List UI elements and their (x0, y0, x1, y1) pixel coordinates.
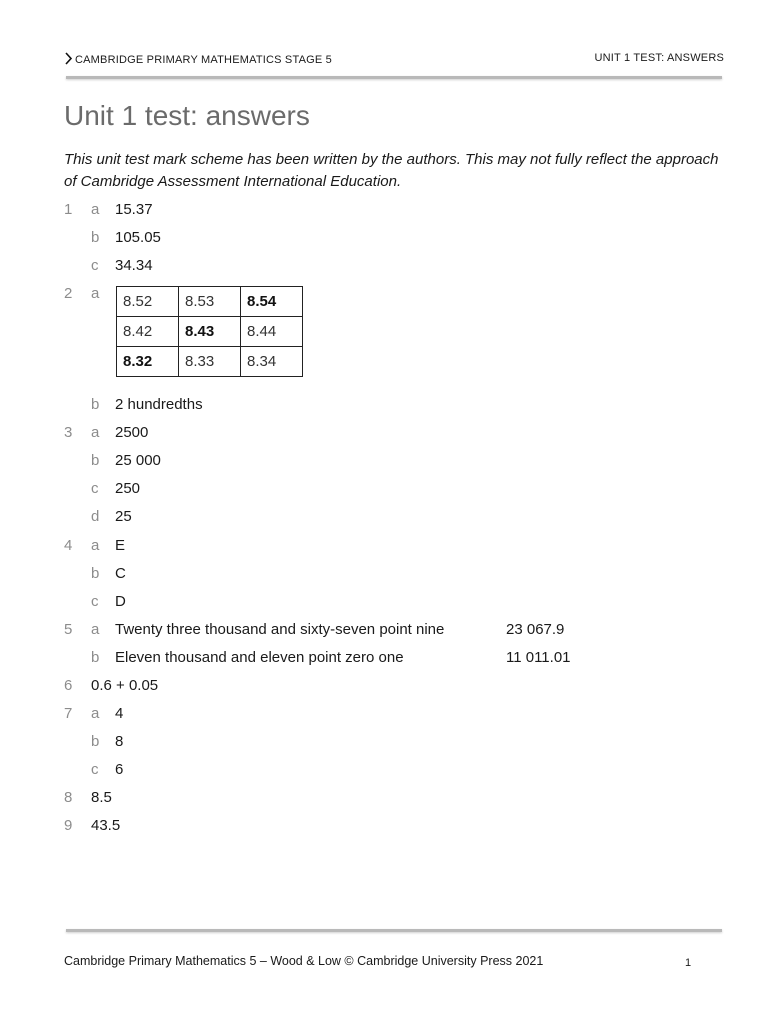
page-title: Unit 1 test: answers (64, 100, 310, 131)
answer-text: 15.37 (115, 201, 153, 218)
answer-text: 4 (115, 705, 124, 722)
answer-text: 250 (115, 480, 141, 497)
part-label: c (91, 593, 99, 610)
intro-text: This unit test mark scheme has been written by the authors. This may not fully reflect the approach of Cambridge Assessment International Education. (64, 151, 719, 190)
answer-words: Twenty three thousand and sixty-seven point nine (115, 621, 445, 638)
answer-text: 8.5 (91, 789, 112, 806)
header-right-text: UNIT 1 TEST: ANSWERS (594, 52, 724, 64)
table-row (117, 347, 303, 377)
table-cell: 8.34 (241, 347, 303, 377)
question-number: 2 (64, 285, 73, 302)
header-rule (66, 76, 722, 79)
part-label: a (91, 705, 100, 722)
part-label: b (91, 396, 100, 413)
question-number: 8 (64, 789, 73, 806)
table-cell: 8.33 (179, 347, 241, 377)
answer-text: D (115, 593, 126, 610)
answer-text: 6 (115, 761, 124, 778)
page-number: 1 (685, 957, 692, 969)
answer-text: 43.5 (91, 817, 121, 834)
answer-text: 2 hundredths (115, 396, 203, 413)
answer-words: Eleven thousand and eleven point zero one (115, 649, 404, 666)
part-label: b (91, 229, 100, 246)
answer-text: C (115, 565, 126, 582)
table-row (117, 317, 303, 347)
table-cell: 8.32 (117, 347, 179, 377)
answer-text: 105.05 (115, 229, 161, 246)
table-cell: 8.43 (179, 317, 241, 347)
header-left (64, 52, 332, 66)
part-label: a (91, 424, 100, 441)
table-cell: 8.54 (241, 287, 303, 317)
table-cell: 8.44 (241, 317, 303, 347)
table-cell: 8.42 (117, 317, 179, 347)
answer-text: E (115, 537, 126, 554)
answer-text: 25 (115, 508, 132, 525)
part-label: b (91, 649, 100, 666)
question-number: 3 (64, 424, 73, 441)
table-cell: 8.52 (117, 287, 179, 317)
part-label: a (91, 285, 100, 302)
answer-text: 34.34 (115, 257, 153, 274)
part-label: c (91, 761, 99, 778)
answer-text: 8 (115, 733, 124, 750)
part-label: a (91, 621, 100, 638)
answer-text: 2500 (115, 424, 149, 441)
footer-rule (66, 929, 722, 932)
answer-value: 23 067.9 (506, 621, 565, 638)
question-number: 9 (64, 817, 73, 834)
footer-text: Cambridge Primary Mathematics 5 – Wood & Low © Cambridge University Press 2021 (64, 954, 544, 968)
question-number: 5 (64, 621, 73, 638)
part-label: a (91, 537, 100, 554)
part-label: b (91, 452, 100, 469)
chevron-right-icon (64, 52, 73, 65)
question-number: 7 (64, 705, 73, 722)
answer-value: 11 011.01 (506, 649, 571, 666)
answer-text: 0.6 + 0.05 (91, 677, 159, 694)
part-label: c (91, 257, 99, 274)
question-number: 4 (64, 537, 73, 554)
question-number: 6 (64, 677, 73, 694)
part-label: a (91, 201, 100, 218)
page-header (64, 50, 724, 70)
part-label: b (91, 565, 100, 582)
part-label: c (91, 480, 99, 497)
answer-text: 25 000 (115, 452, 161, 469)
decimal-grid-table (116, 286, 303, 377)
table-row (117, 287, 303, 317)
part-label: d (91, 508, 100, 525)
table-cell: 8.53 (179, 287, 241, 317)
question-number: 1 (64, 201, 73, 218)
part-label: b (91, 733, 100, 750)
header-left-text: CAMBRIDGE PRIMARY MATHEMATICS STAGE 5 (75, 54, 332, 66)
